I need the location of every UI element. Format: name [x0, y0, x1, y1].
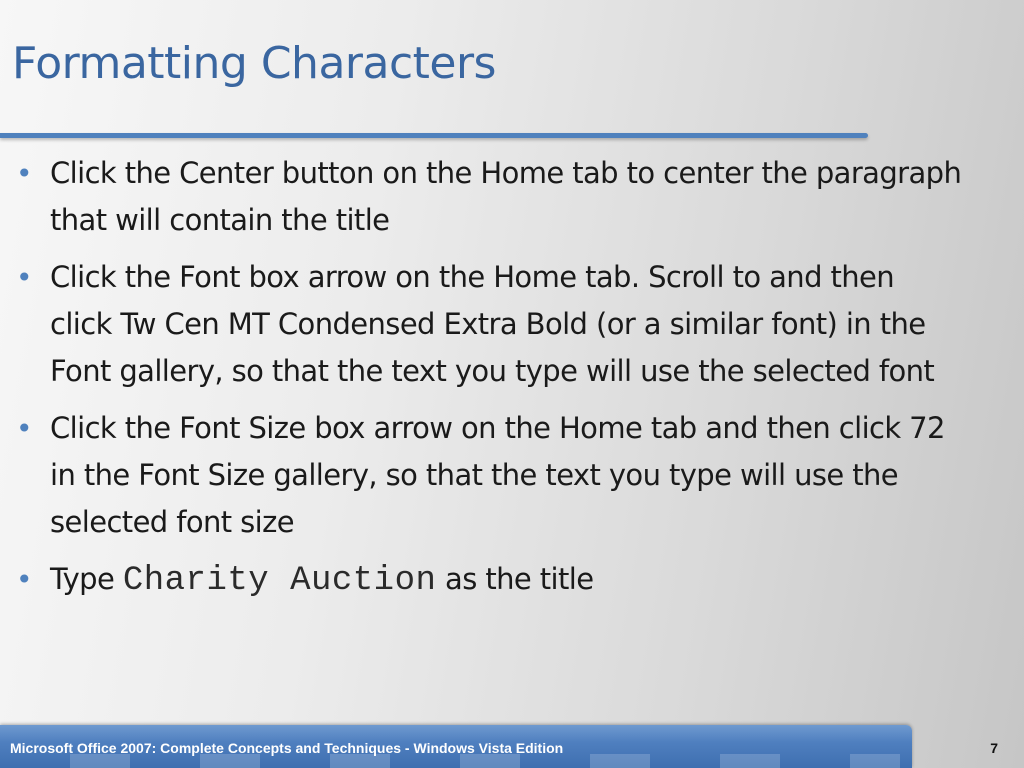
- bullet-item: [12, 405, 962, 546]
- bullet-item: [12, 556, 962, 605]
- bullet-text-prefix: Type: [50, 562, 115, 596]
- title-divider: [0, 133, 868, 138]
- bullet-icon: •: [16, 261, 32, 294]
- bullet-item: [12, 254, 962, 395]
- bullet-text-suffix: as the title: [445, 562, 594, 596]
- bullet-icon: •: [16, 563, 32, 596]
- slide-number: 7: [990, 740, 998, 756]
- bullet-text: Click the Font box arrow on the Home tab. Scroll to and then click Tw Cen MT Condensed Extra Bold (or a similar font) in the Font gallery, so that the text you type will use the selected font: [50, 260, 935, 388]
- bullet-text: Click the Center button on the Home tab to center the paragraph that will contain the title: [50, 156, 962, 237]
- slide-title: Formatting Characters: [12, 38, 496, 89]
- bullet-text: Click the Font Size box arrow on the Home tab and then click 72 in the Font Size gallery, so that the text you type will use the selected font size: [50, 411, 945, 539]
- bullet-icon: •: [16, 412, 32, 445]
- bullet-code-text: Charity Auction: [122, 562, 437, 600]
- bullet-icon: •: [16, 157, 32, 190]
- bullet-list: [12, 150, 962, 615]
- footer-text: Microsoft Office 2007: Complete Concepts and Techniques - Windows Vista Edition: [10, 740, 564, 756]
- bullet-item: [12, 150, 962, 244]
- footer-ribbon-watermark: [70, 754, 900, 768]
